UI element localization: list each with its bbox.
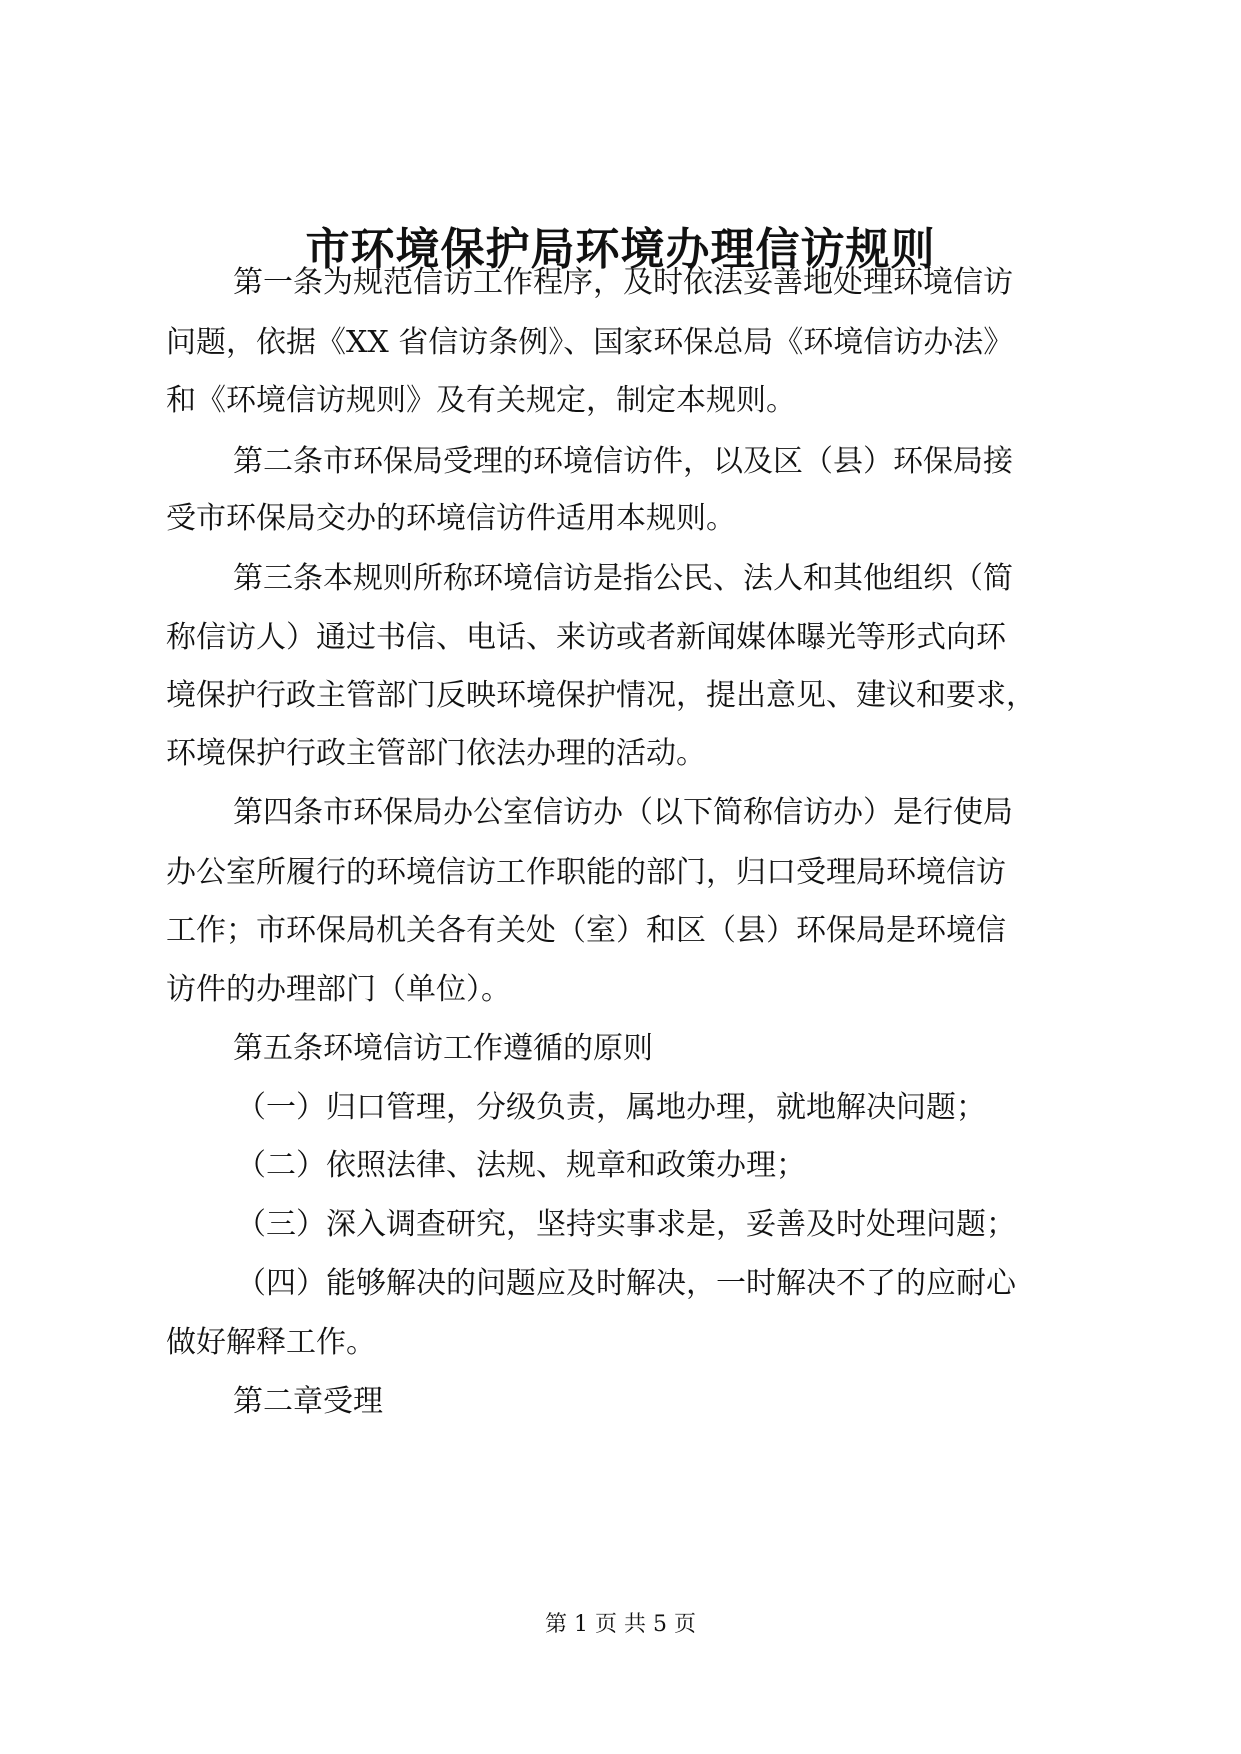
paragraph-line: 称信访人）通过书信、电话、来访或者新闻媒体曝光等形式向环 <box>166 620 1006 655</box>
list-item: （一）归口管理，分级负责，属地办理，就地解决问题； <box>236 1090 986 1125</box>
paragraph-line: 访件的办理部门（单位）。 <box>166 972 511 1007</box>
paragraph-line: 第二条市环保局受理的环境信访件，以及区（县）环保局接 <box>233 444 1013 479</box>
paragraph-line: 环境保护行政主管部门依法办理的活动。 <box>166 736 706 771</box>
document-title: 市环境保护局环境办理信访规则 <box>305 224 936 275</box>
chapter-heading: 第二章受理 <box>233 1384 383 1419</box>
paragraph-line: 和《环境信访规则》及有关规定，制定本规则。 <box>166 383 796 418</box>
paragraph-line: 第四条市环保局办公室信访办（以下简称信访办）是行使局 <box>233 795 1013 830</box>
paragraph-line: 办公室所履行的环境信访工作职能的部门，归口受理局环境信访 <box>166 855 1006 890</box>
list-item: （四）能够解决的问题应及时解决，一时解决不了的应耐心 <box>236 1266 1016 1301</box>
paragraph-line: 做好解释工作。 <box>166 1325 376 1360</box>
paragraph-line: 受市环保局交办的环境信访件适用本规则。 <box>166 501 736 536</box>
paragraph-line: 第三条本规则所称环境信访是指公民、法人和其他组织（简 <box>233 561 1013 596</box>
list-item: （二）依照法律、法规、规章和政策办理； <box>236 1148 806 1183</box>
paragraph-line: 境保护行政主管部门反映环境保护情况，提出意见、建议和要求， <box>166 678 1036 713</box>
paragraph-line: 第五条环境信访工作遵循的原则 <box>233 1031 653 1066</box>
paragraph-line: 工作；市环保局机关各有关处（室）和区（县）环保局是环境信 <box>166 913 1006 948</box>
list-item: （三）深入调查研究，坚持实事求是，妥善及时处理问题； <box>236 1207 1016 1242</box>
paragraph-line: 问题，依据《XX 省信访条例》、国家环保总局《环境信访办法》 <box>166 325 1014 360</box>
page-footer: 第 1 页 共 5 页 <box>545 1612 696 1637</box>
paragraph-line: 第一条为规范信访工作程序，及时依法妥善地处理环境信访 <box>233 265 1013 300</box>
